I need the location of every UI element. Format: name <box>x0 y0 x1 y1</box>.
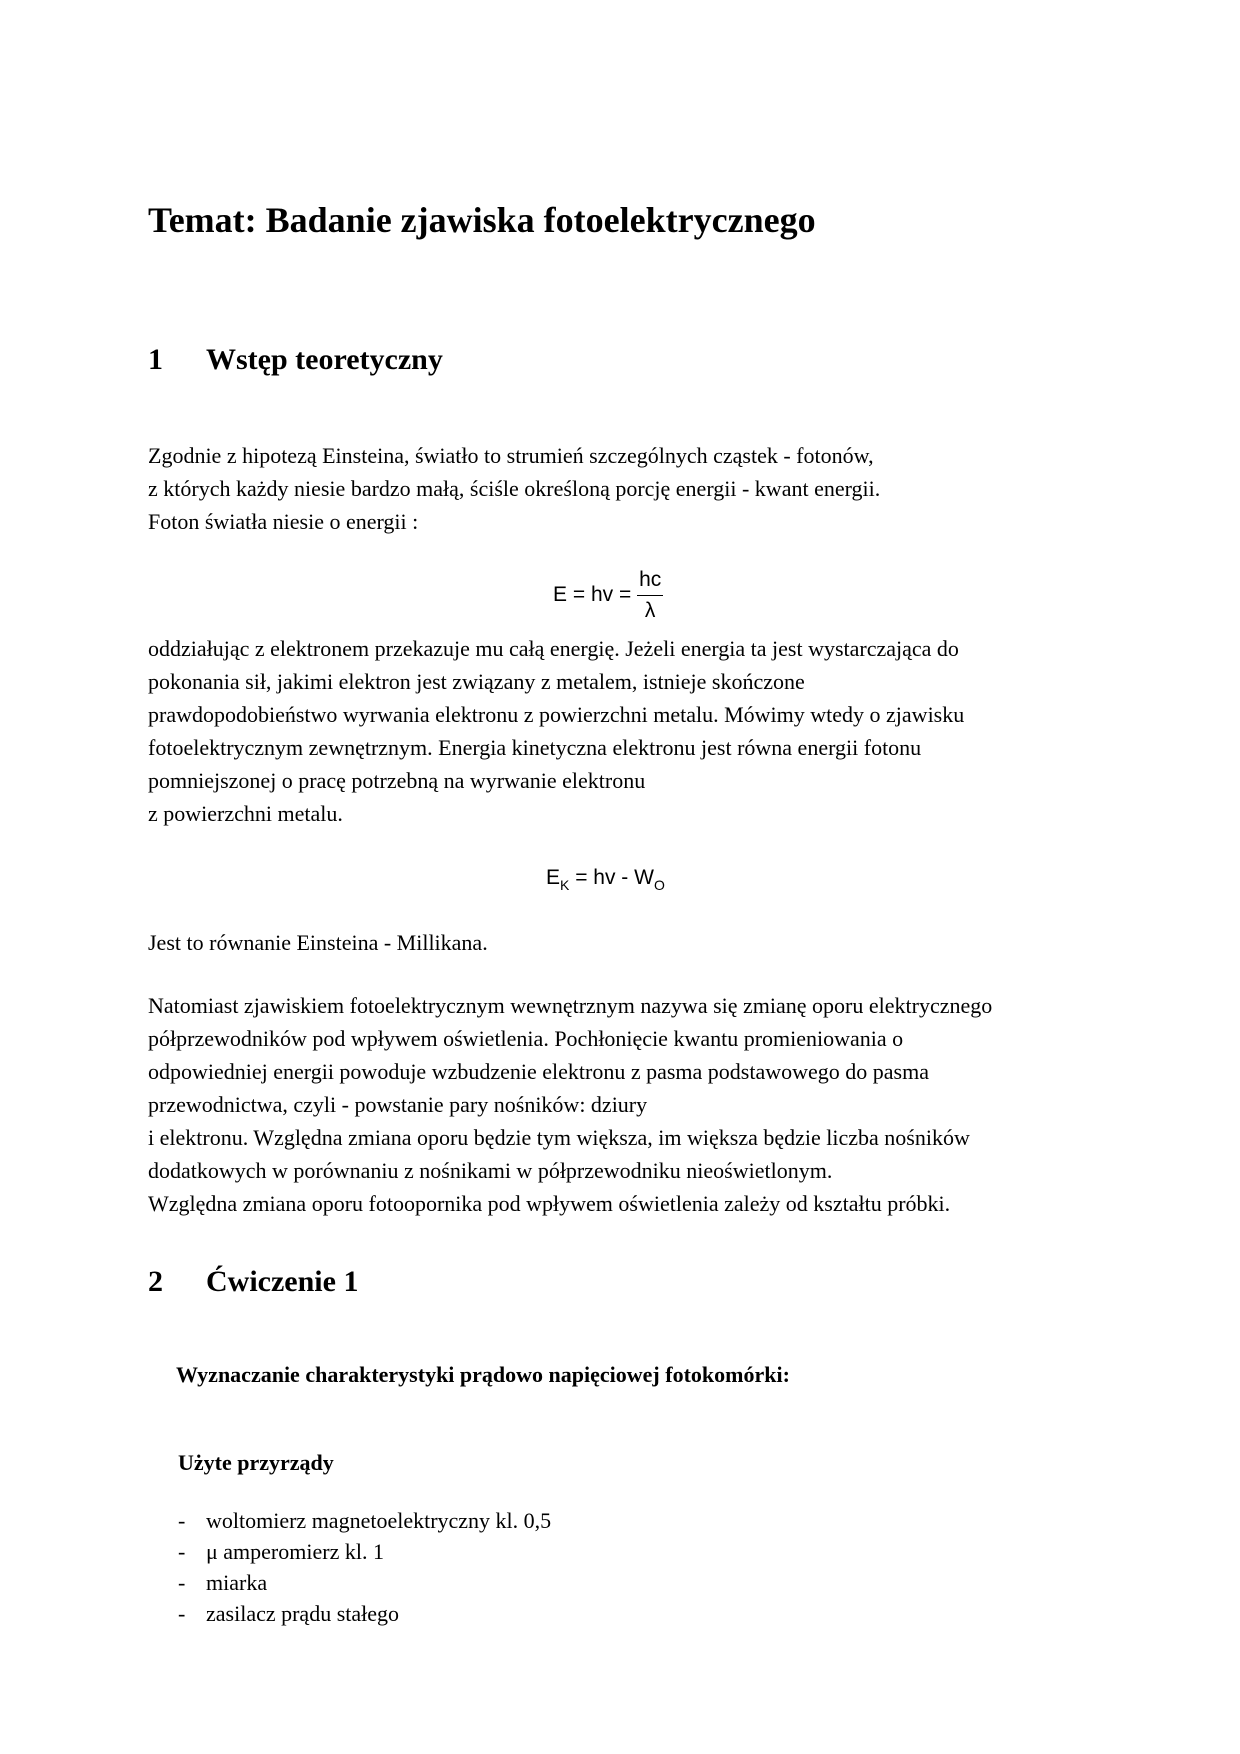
text-line: z których każdy niesie bardzo małą, ściśle określoną porcję energii - kwant energii. <box>148 476 881 501</box>
intro-paragraph <box>148 439 880 538</box>
text-line: odpowiedniej energii powoduje wzbudzenie elektronu z pasma podstawowego do pasma <box>148 1059 929 1084</box>
text-line: Foton światła niesie o energii : <box>148 509 419 534</box>
list-item-label: zasilacz prądu stałego <box>206 1601 400 1626</box>
list-bullet: - <box>178 1539 186 1564</box>
list-item <box>178 1536 551 1567</box>
text-line: dodatkowych w porównaniu z nośnikami w półprzewodniku nieoświetlonym. <box>148 1158 833 1183</box>
list-item <box>178 1505 551 1536</box>
text-line: Zgodnie z hipotezą Einsteina, światło to strumień szczególnych cząstek - fotonów, <box>148 443 874 468</box>
section-2-number: 2 <box>148 1265 163 1298</box>
list-bullet: - <box>178 1508 186 1533</box>
text-line: pomniejszonej o pracę potrzebną na wyrwanie elektronu <box>148 768 646 793</box>
formula-e: E <box>546 866 561 889</box>
text-line: oddziałując z elektronem przekazuje mu całą energię. Jeżeli energia ta jest wystarczająca do <box>148 636 959 661</box>
equation-name: Jest to równanie Einsteina - Millikana. <box>148 930 488 955</box>
formula-w: W <box>634 866 654 889</box>
text-line: fotoelektrycznym zewnętrznym. Energia kinetyczna elektronu jest równa energii fotonu <box>148 735 922 760</box>
paragraph-external-effect <box>148 632 964 830</box>
list-bullet: - <box>178 1601 186 1626</box>
list-item-label: μ amperomierz kl. 1 <box>206 1539 384 1564</box>
fraction-numerator: hc <box>637 567 663 596</box>
photon-energy-formula <box>553 567 663 624</box>
instruments-heading: Użyte przyrządy <box>178 1450 334 1475</box>
text-line: przewodnictwa, czyli - powstanie pary nośników: dziury <box>148 1092 648 1117</box>
list-item <box>178 1567 551 1598</box>
exercise-subheading: Wyznaczanie charakterystyki prądowo napięciowej fotokomórki: <box>176 1362 790 1387</box>
text-line: i elektronu. Względna zmiana oporu będzie tym większa, im większa będzie liczba nośników <box>148 1125 970 1150</box>
einstein-millikan-formula <box>546 866 665 893</box>
text-line: Natomiast zjawiskiem fotoelektrycznym wewnętrznym nazywa się zmianę oporu elektrycznego <box>148 993 993 1018</box>
formula-w-subscript: O <box>653 877 665 893</box>
text-line: prawdopodobieństwo wyrwania elektronu z powierzchni metalu. Mówimy wtedy o zjawisku <box>148 702 965 727</box>
text-line: z powierzchni metalu. <box>148 801 343 826</box>
list-item-label: miarka <box>206 1570 268 1595</box>
section-1-number: 1 <box>148 343 163 376</box>
formula-middle: = hv - <box>569 866 635 889</box>
list-bullet: - <box>178 1570 186 1595</box>
formula-e-subscript: K <box>560 877 570 893</box>
formula-lhs: E = hv = <box>553 583 632 607</box>
list-item-label: woltomierz magnetoelektryczny kl. 0,5 <box>206 1508 552 1533</box>
instruments-list <box>178 1505 551 1629</box>
fraction-denominator: λ <box>644 599 656 622</box>
section-2-heading: Ćwiczenie 1 <box>206 1265 359 1298</box>
text-line: pokonania sił, jakimi elektron jest związany z metalem, istnieje skończone <box>148 669 805 694</box>
list-item <box>178 1598 551 1629</box>
text-line: Względna zmiana oporu fotoopornika pod wpływem oświetlenia zależy od kształtu próbki. <box>148 1191 951 1216</box>
section-1-heading: Wstęp teoretyczny <box>206 343 443 376</box>
fraction <box>637 567 663 624</box>
text-line: półprzewodników pod wpływem oświetlenia. Pochłonięcie kwantu promieniowania o <box>148 1026 904 1051</box>
page-title: Temat: Badanie zjawiska fotoelektrycznego <box>148 200 816 240</box>
paragraph-internal-effect <box>148 989 992 1220</box>
